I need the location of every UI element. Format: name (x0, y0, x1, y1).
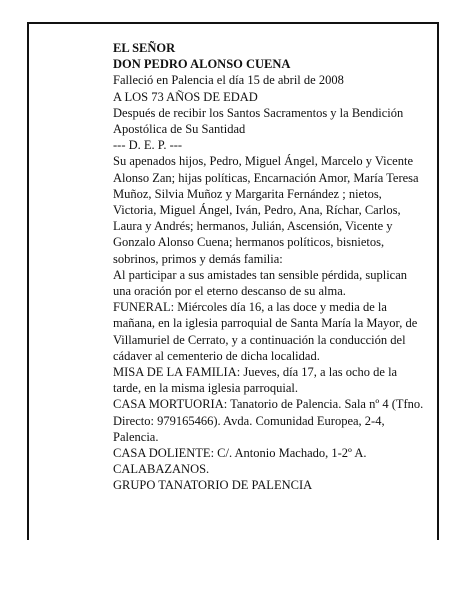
prayer-request: Al participar a sus amistades tan sensible pérdida, suplican una oración por el eterno descanso de su alma. (113, 267, 408, 299)
family-mass: MISA DE LA FAMILIA: Jueves, día 17, a las ocho de la tarde, en la misma iglesia parroquial. (113, 365, 398, 396)
mortuary-details: CASA MORTUORIA: Tanatorio de Palencia. Sala nº 4 (Tfno. Directo: 979165466). Avda. Comunidad Europea, 2-4, Palencia. (113, 397, 424, 444)
deceased-name: DON PEDRO ALONSO CUENA (113, 57, 291, 72)
funeral-details: FUNERAL: Miércoles día 16, a las doce y media de la mañana, en la iglesia parroquial de Santa María la Mayor, de Villamuriel de Cerrato, y a continuación la conducción del cádaver al cementerio de dicha localidad. (113, 300, 418, 363)
sacraments-line: Después de recibir los Santos Sacramentos y la Bendición Apostólica de Su Santidad (113, 105, 404, 137)
family-paragraph: Su apenados hijos, Pedro, Miguel Ángel, Marcelo y Vicente Alonso Zan; hijas políticas, Encarnación Amor, María Teresa Muñoz, Silvia Muñoz y Margarita Fernández ; nietos, Victoria, Miguel Ángel, Iván, Pedro, Ana, Ríchar, Carlos, Laura y Andrés; hermanos, Julián, Ascensión, Vicente y Gonzalo Alonso Cuena; hermanos políticos, bisnietos, sobrinos, primos y demás familia: (113, 154, 419, 266)
age-line: A LOS 73 AÑOS DE EDAD (113, 89, 258, 104)
grieving-house: CASA DOLIENTE: C/. Antonio Machado, 1-2º A. CALABAZANOS. (113, 446, 367, 477)
rip-line: --- D. E. P. --- (113, 138, 183, 153)
death-notice: Falleció en Palencia el día 15 de abril de 2008 (113, 73, 344, 88)
obituary-content (113, 40, 427, 494)
obituary-title: EL SEÑOR (113, 41, 176, 55)
funeral-company: GRUPO TANATORIO DE PALENCIA (113, 478, 313, 493)
